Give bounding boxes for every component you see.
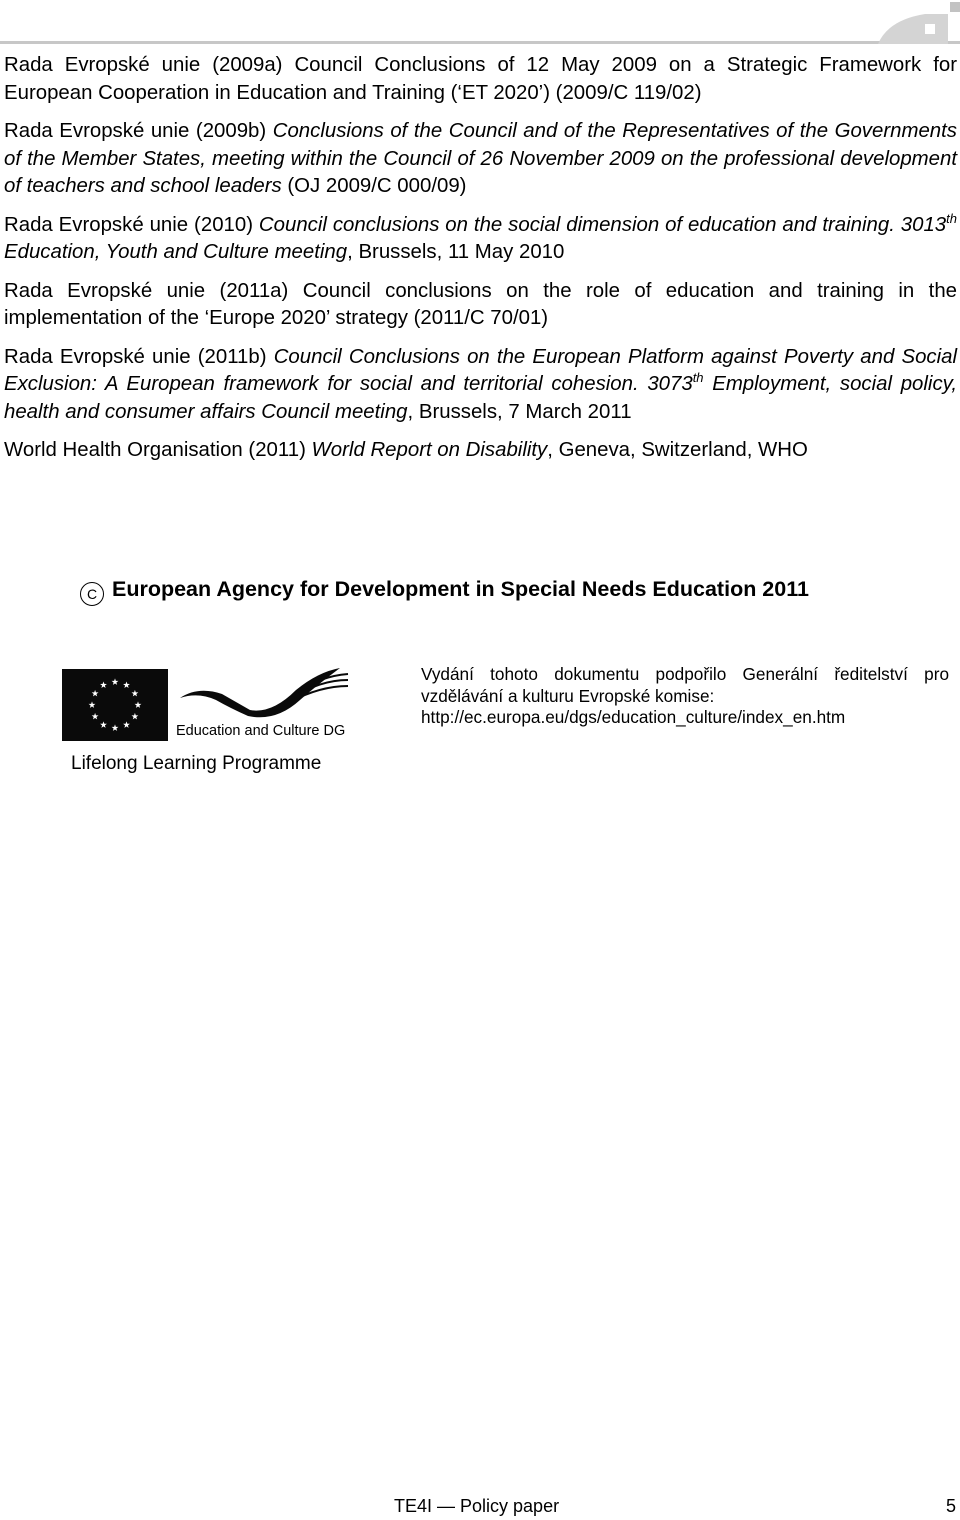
reference-segment: Rada Evropské unie (2011a) Council conclusions on the role of education and training in the implementation of the ‘Europe 2020’ strategy (2011/C 70/01) [4, 279, 957, 329]
reference-segment: th [692, 370, 704, 385]
programme-label: Lifelong Learning Programme [71, 753, 322, 774]
reference-segment: Council conclusions on the social dimension of education and training. 3013 [258, 213, 947, 236]
reference-segment: Council Conclusions on the European Platform against Poverty and Social Exclusion: A European framework for social and territorial cohesion. 3073 [4, 345, 958, 395]
reference-segment: (OJ 2009/C 000/09) [281, 175, 467, 197]
reference-segment: Education, Youth and Culture meeting [4, 241, 348, 263]
reference-segment: Rada Evropské unie (2011b) [4, 345, 274, 368]
page-number: 5 [945, 1496, 956, 1516]
reference-item [4, 437, 957, 465]
dg-label: Education and Culture DG [176, 723, 346, 739]
page-footer [0, 1496, 960, 1520]
reference-item [4, 52, 957, 107]
reference-segment: World Report on Disability [311, 439, 548, 461]
reference-segment: , Geneva, Switzerland, WHO [547, 439, 808, 461]
copyright-text: European Agency for Development in Special Needs Education 2011 [111, 577, 809, 601]
reference-item [4, 278, 957, 333]
corner-decoration-icon [870, 0, 960, 44]
reference-segment: Rada Evropské unie (2009a) Council Conclusions of 12 May 2009 on a Strategic Framework for European Cooperation in Education and Training (‘ET 2020’) (2009/C 119/02) [4, 54, 957, 104]
llp-logo [60, 664, 360, 784]
eu-flag-icon [62, 669, 168, 741]
reference-segment: World Health Organisation (2011) [4, 439, 312, 461]
copyright-line [80, 574, 809, 606]
reference-segment: Employment, social policy, health and consumer affairs Council meeting [4, 373, 957, 423]
reference-segment: Conclusions of the Council and of the Representatives of the Governments of the Member States, meeting within the Council of 26 November 2009 on the professional development of teachers and school leaders [4, 120, 957, 197]
funding-note-text: Vydání tohoto dokumentu podpořilo Generální ředitelství pro vzdělávání a kulturu Evropské komise: [421, 664, 949, 706]
reference-item [4, 344, 957, 427]
header-rule [0, 41, 960, 44]
reference-item [4, 212, 957, 267]
reference-segment: th [946, 210, 957, 226]
funding-note [421, 664, 949, 729]
reference-segment: Rada Evropské unie (2009b) [4, 120, 273, 142]
reference-item [4, 118, 957, 201]
copyright-icon: C [80, 582, 104, 606]
funding-url-link[interactable]: http://ec.europa.eu/dgs/education_culture/index_en.htm [421, 707, 846, 727]
reference-segment: , Brussels, 11 May 2010 [347, 241, 565, 263]
reference-list [4, 52, 957, 476]
reference-segment: , Brussels, 7 March 2011 [407, 400, 632, 423]
footer-title: TE4I — Policy paper [394, 1496, 560, 1516]
reference-segment: Rada Evropské unie (2010) [4, 213, 259, 236]
